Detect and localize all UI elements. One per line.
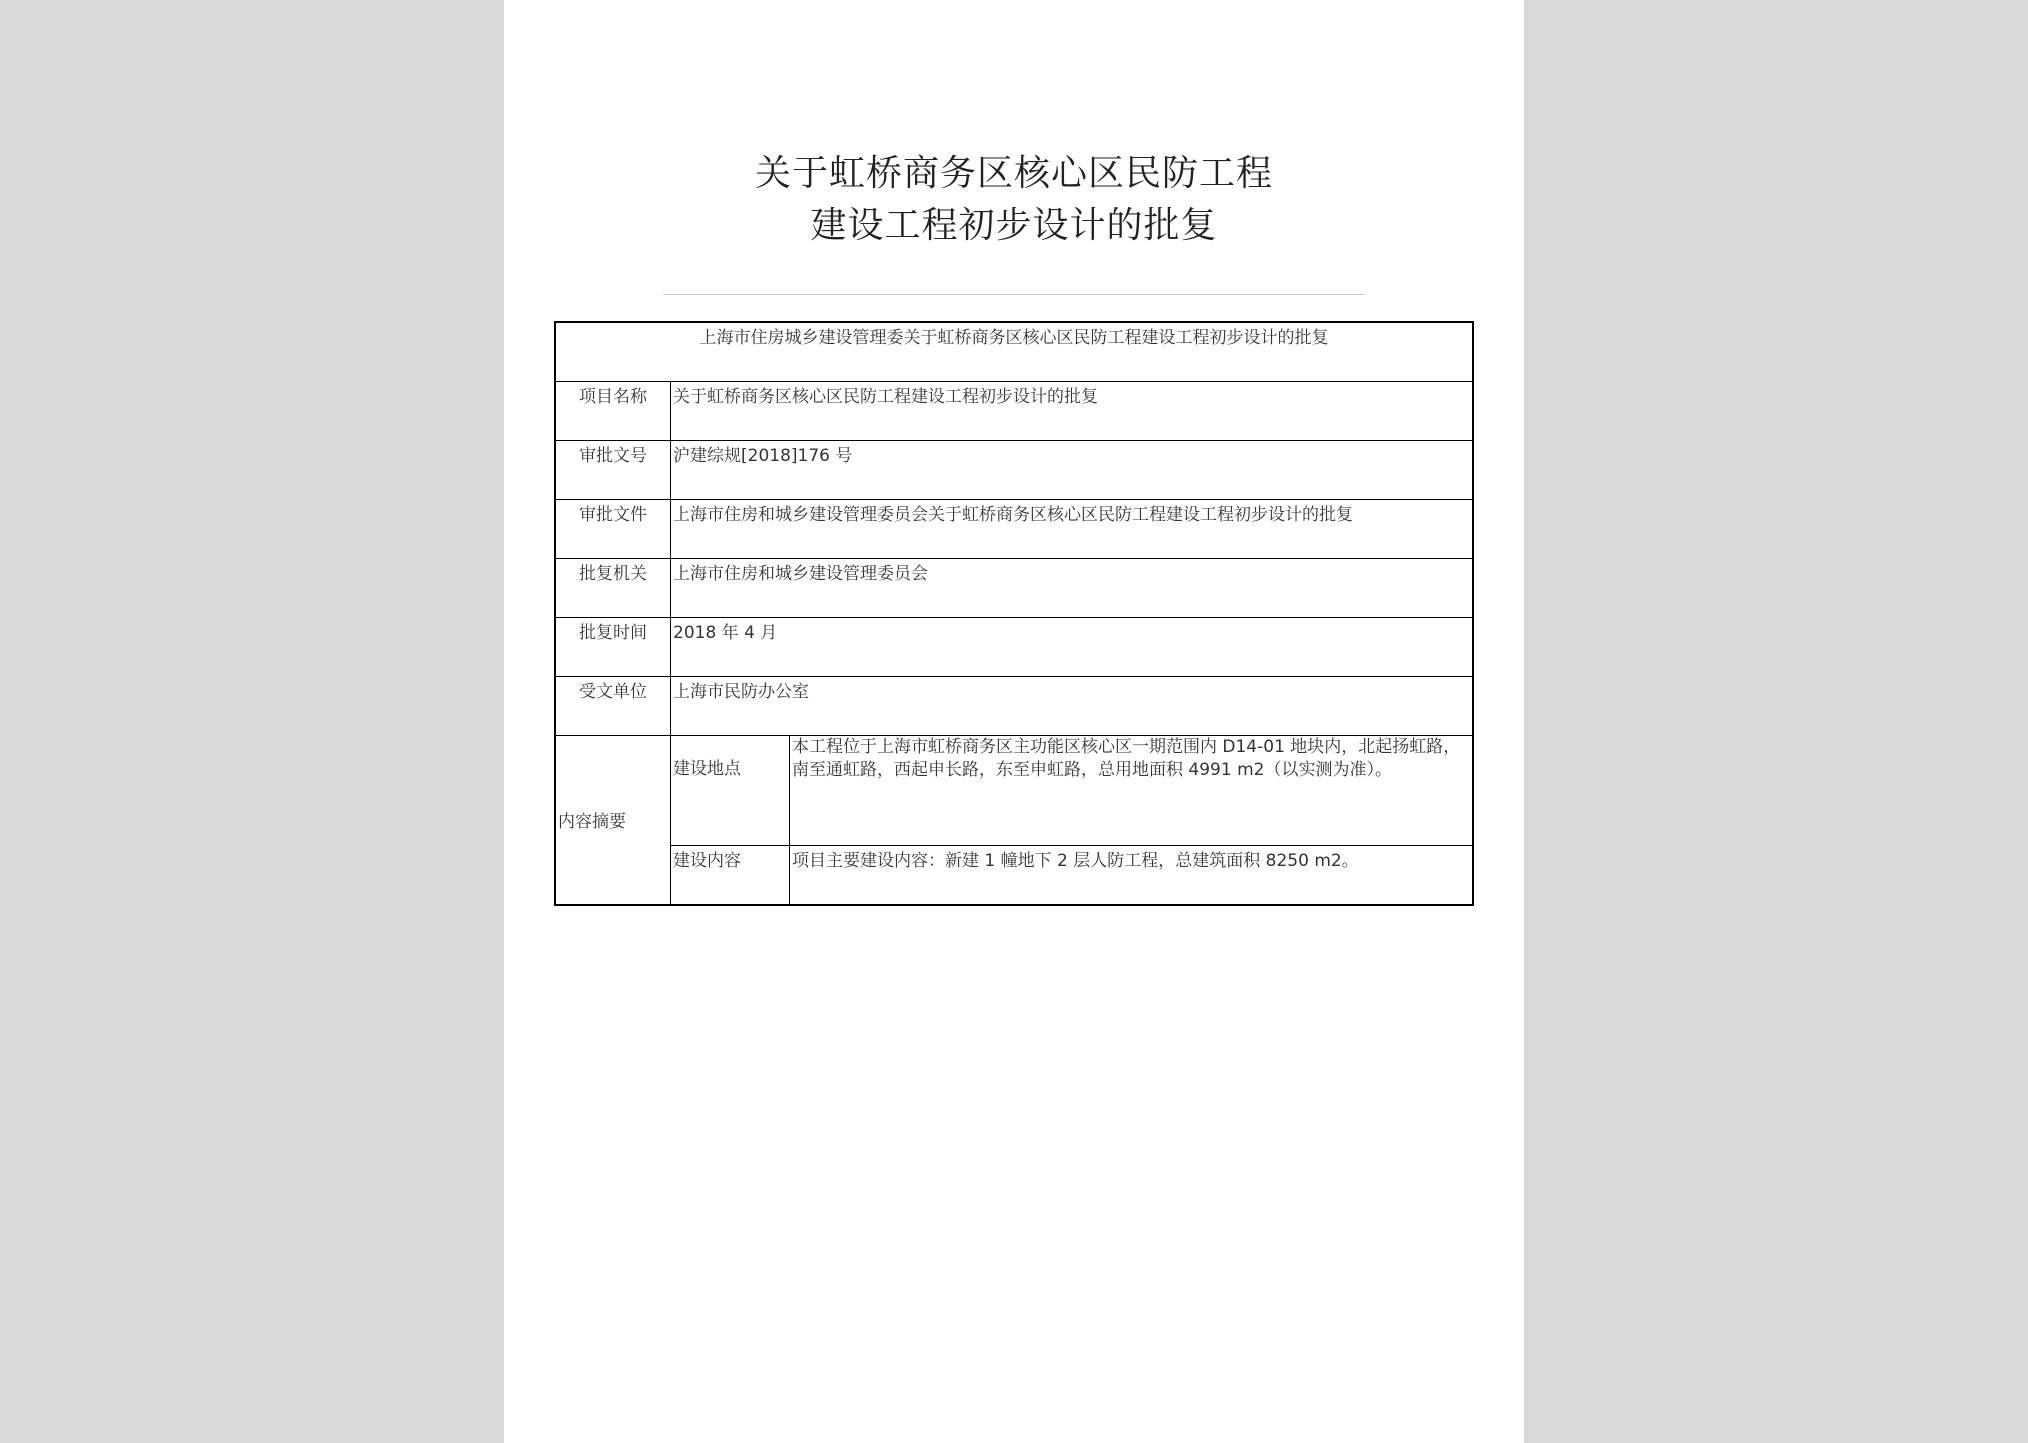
- title-divider: [663, 294, 1365, 295]
- table-header: 上海市住房城乡建设管理委关于虹桥商务区核心区民防工程建设工程初步设计的批复: [555, 322, 1473, 382]
- table-row: [555, 677, 1473, 736]
- document-page: [504, 0, 1524, 1443]
- row-value: 2018 年 4 月: [671, 618, 1474, 677]
- row-value: 沪建综规[2018]176 号: [671, 441, 1474, 500]
- summary-sub-value: 项目主要建设内容：新建 1 幢地下 2 层人防工程，总建筑面积 8250 m2。: [790, 846, 1474, 906]
- row-label: 项目名称: [555, 382, 671, 441]
- table-row-summary: [555, 736, 1473, 846]
- row-value: 上海市民防办公室: [671, 677, 1474, 736]
- summary-sub-label: 建设地点: [671, 736, 790, 846]
- row-label: 批复时间: [555, 618, 671, 677]
- row-value: 上海市住房和城乡建设管理委员会关于虹桥商务区核心区民防工程建设工程初步设计的批复: [671, 500, 1474, 559]
- approval-info-table: [554, 321, 1474, 906]
- table-row: [555, 500, 1473, 559]
- row-value: 关于虹桥商务区核心区民防工程建设工程初步设计的批复: [671, 382, 1474, 441]
- table-row: [555, 441, 1473, 500]
- row-label: 审批文件: [555, 500, 671, 559]
- document-title: [504, 148, 1524, 252]
- row-label: 受文单位: [555, 677, 671, 736]
- row-value: 上海市住房和城乡建设管理委员会: [671, 559, 1474, 618]
- title-line-2: 建设工程初步设计的批复: [810, 205, 1218, 246]
- table-row: [555, 559, 1473, 618]
- table-row-summary: [555, 846, 1473, 906]
- summary-label: 内容摘要: [555, 736, 671, 906]
- summary-sub-value: 本工程位于上海市虹桥商务区主功能区核心区一期范围内 D14-01 地块内，北起扬虹路，南至通虹路，西起申长路，东至申虹路，总用地面积 4991 m2（以实测为准）。: [790, 736, 1474, 846]
- title-line-1: 关于虹桥商务区核心区民防工程: [754, 153, 1273, 194]
- row-label: 批复机关: [555, 559, 671, 618]
- summary-sub-label: 建设内容: [671, 846, 790, 906]
- row-label: 审批文号: [555, 441, 671, 500]
- table-row: [555, 618, 1473, 677]
- table-row: [555, 382, 1473, 441]
